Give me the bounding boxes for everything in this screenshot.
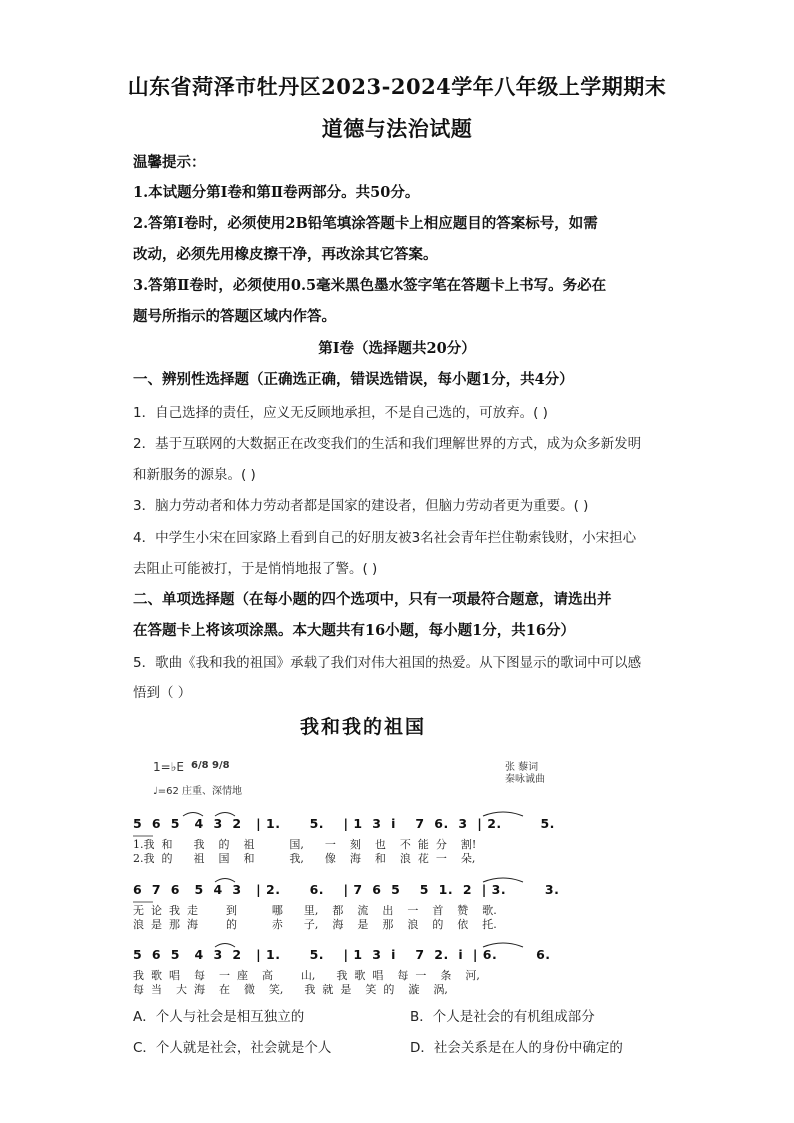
exam-title-line2: 道德与法治试题	[321, 116, 473, 141]
option-b: B．个人是社会的有机组成部分	[410, 1009, 595, 1025]
option-d: D．社会关系是在人的身份中确定的	[410, 1040, 623, 1056]
key-signature: 1=♭E	[153, 760, 184, 774]
notes-row-2: 6 7 6 5 4 3 | 2. 6. | 7 6 5 5 1. 2 | 3. 3.	[133, 882, 560, 897]
question-1: 1．自己选择的责任，应义无反顾地承担，不是自己选的，可放弃。( )	[133, 405, 548, 421]
lyrics-row-1-verse-2: 2.我 的 祖 国 和 我, 像 海 和 浪 花 一 朵,	[133, 852, 476, 865]
question-4a: 4．中学生小宋在回家路上看到自己的好朋友被3名社会青年拦住勒索钱财，小宋担心	[133, 530, 637, 546]
section2-heading-a: 二、单项选择题（在每小题的四个选项中，只有一项最符合题意，请选出并	[133, 591, 612, 608]
option-c: C．个人就是社会，社会就是个人	[133, 1040, 332, 1056]
music-score-figure	[133, 712, 593, 997]
section1-heading: 一、辨别性选择题（正确选正确，错误选错误，每小题1分，共4分）	[133, 371, 574, 388]
composer-credit: 秦咏诚曲	[505, 774, 545, 785]
song-title: 我和我的祖国	[299, 716, 426, 738]
part1-heading: 第Ⅰ卷（选择题共20分）	[318, 340, 476, 357]
question-3: 3．脑力劳动者和体力劳动者都是国家的建设者，但脑力劳动者更为重要。( )	[133, 498, 589, 514]
option-a: A．个人与社会是相互独立的	[133, 1009, 305, 1025]
exam-title-line1: 山东省菏泽市牡丹区2023-2024学年八年级上学期期末	[127, 74, 667, 99]
tempo-marking: ♩=62 庄重、深情地	[153, 786, 242, 797]
notice-item-2b: 改动，必须先用橡皮擦干净，再改涂其它答案。	[133, 246, 438, 263]
notice-item-3a: 3.答第Ⅱ卷时，必须使用0.5毫米黑色墨水签字笔在答题卡上书写。务必在	[133, 277, 607, 294]
question-2b: 和新服务的源泉。( )	[133, 467, 256, 483]
question-5a: 5．歌曲《我和我的祖国》承载了我们对伟大祖国的热爱。从下图显示的歌词中可以感	[133, 655, 642, 671]
notice-item-1: 1.本试题分第Ⅰ卷和第Ⅱ卷两部分。共50分。	[133, 184, 420, 201]
lyricist-credit: 张 藜词	[505, 762, 539, 773]
notes-row-3: 5 6 5 4 3 2 | 1. 5. | 1 3 i 7 2. i | 6. 6.	[133, 947, 551, 962]
lyrics-row-1-verse-1: 1.我 和 我 的 祖 国, 一 刻 也 不 能 分 割!	[133, 838, 477, 851]
question-2a: 2．基于互联网的大数据正在改变我们的生活和我们理解世界的方式，成为众多新发明	[133, 436, 642, 452]
notice-heading: 温馨提示：	[133, 154, 206, 171]
lyrics-row-3-verse-2: 每 当 大 海 在 微 笑, 我 就 是 笑 的 漩 涡,	[133, 983, 448, 996]
notes-row-1: 5 6 5 4 3 2 | 1. 5. | 1 3 i 7 6. 3 | 2. 5.	[133, 816, 555, 831]
lyrics-row-2-verse-2: 浪 是 那 海 的 赤 子, 海 是 那 浪 的 依 托.	[133, 918, 497, 931]
notice-item-3b: 题号所指示的答题区域内作答。	[133, 308, 336, 325]
section2-heading-b: 在答题卡上将该项涂黑。本大题共有16小题，每小题1分，共16分）	[133, 622, 575, 639]
notice-item-2a: 2.答第Ⅰ卷时，必须使用2B铅笔填涂答题卡上相应题目的答案标号，如需	[133, 215, 598, 232]
question-4b: 去阻止可能被打，于是悄悄地报了警。( )	[133, 561, 378, 577]
question-5b: 悟到（ ）	[133, 685, 192, 701]
time-signature: 6/8 9/8	[191, 760, 230, 771]
lyrics-row-3-verse-1: 我 歌 唱 每 一 座 高 山, 我 歌 唱 每 一 条 河,	[133, 969, 480, 982]
lyrics-row-2-verse-1: 无 论 我 走 到 哪 里, 都 流 出 一 首 赞 歌.	[133, 904, 497, 917]
